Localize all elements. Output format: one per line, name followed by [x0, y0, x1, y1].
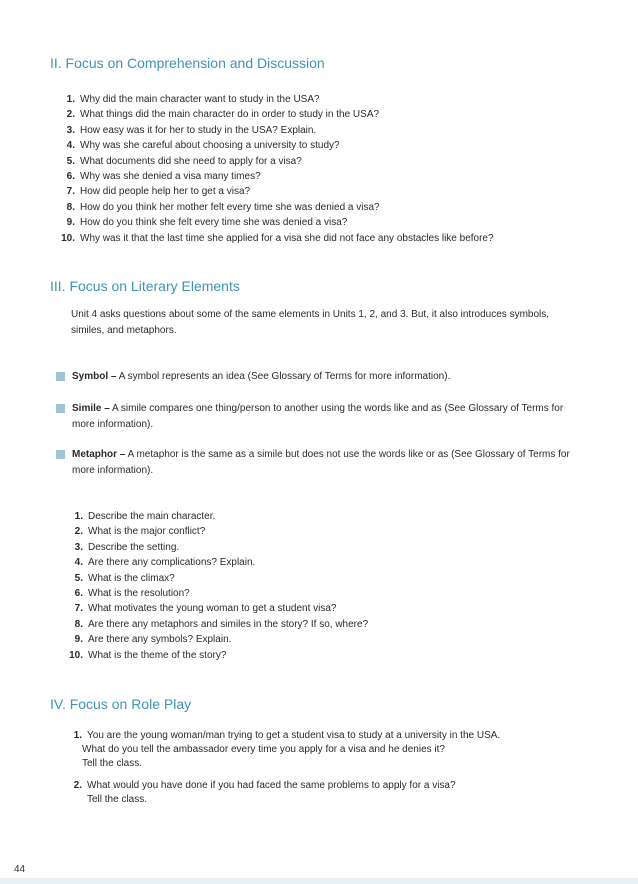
list-item: 5. What is the climax? — [74, 572, 175, 584]
list-item: 2. What is the major conflict? — [74, 526, 206, 538]
list-item: 10. What is the theme of the story? — [69, 649, 227, 661]
list-item: 3. How easy was it for her to study in the USA? Explain. — [66, 124, 317, 136]
page-number: 44 — [14, 864, 26, 875]
list-item: 2. What things did the main character do in order to study in the USA? — [66, 109, 380, 121]
list-item: 5. What documents did she need to apply for a visa? — [66, 155, 302, 167]
bullet-square-icon — [56, 450, 65, 459]
section-iii-heading: III. Focus on Literary Elements — [50, 278, 240, 294]
list-item: 8. How do you think her mother felt every time she was denied a visa? — [66, 201, 380, 213]
list-item: 6. Why was she denied a visa many times? — [66, 171, 261, 183]
list-item: 8. Are there any metaphors and similes in the story? If so, where? — [74, 618, 369, 630]
role-play-item: 1. You are the young woman/man trying to get a student visa to study at a university in the USA. What do you tell the ambassador every time you apply for a visa and he denies it? Tell the class. — [73, 730, 501, 769]
list-item: 4. Why was she careful about choosing a university to study? — [66, 140, 340, 152]
bullet-square-icon — [56, 372, 65, 381]
list-item: 7. What motivates the young woman to get a student visa? — [74, 603, 337, 615]
term-symbol: Symbol – A symbol represents an idea (See Glossary of Terms for more information). — [56, 369, 578, 385]
literary-question-list — [63, 509, 368, 663]
term-metaphor: Metaphor – A metaphor is the same as a simile but does not use the words like or as (See Glossary of Terms for more information). — [56, 447, 578, 479]
section-ii-heading: II. Focus on Comprehension and Discussion — [50, 55, 325, 71]
list-item: 6. What is the resolution? — [74, 588, 190, 600]
list-item: 9. Are there any symbols? Explain. — [74, 634, 232, 646]
list-item: 4. Are there any complications? Explain. — [74, 557, 256, 569]
list-item: 1. Describe the main character. — [74, 511, 216, 522]
section-iv-heading: IV. Focus on Role Play — [50, 696, 192, 712]
role-play-item: 2. What would you have done if you had faced the same problems to apply for a visa? Tell the class. — [73, 780, 456, 805]
list-item: 7. How did people help her to get a visa? — [66, 186, 251, 198]
comprehension-question-list — [55, 92, 494, 246]
list-item: 10. Why was it that the last time she applied for a visa she did not face any obstacles like before? — [61, 232, 494, 244]
footer-band — [0, 878, 638, 884]
section-iii-intro: Unit 4 asks questions about some of the same elements in Units 1, 2, and 3. But, it also introduces symbols, similes, and metaphors. — [71, 309, 550, 336]
term-simile: Simile – A simile compares one thing/person to another using the words like and as (See Glossary of Terms for more information). — [56, 401, 578, 433]
list-item: 9. How do you think she felt every time she was denied a visa? — [66, 217, 348, 229]
list-item: 1. Why did the main character want to study in the USA? — [66, 94, 320, 105]
bullet-square-icon — [56, 404, 65, 413]
list-item: 3. Describe the setting. — [74, 541, 180, 553]
